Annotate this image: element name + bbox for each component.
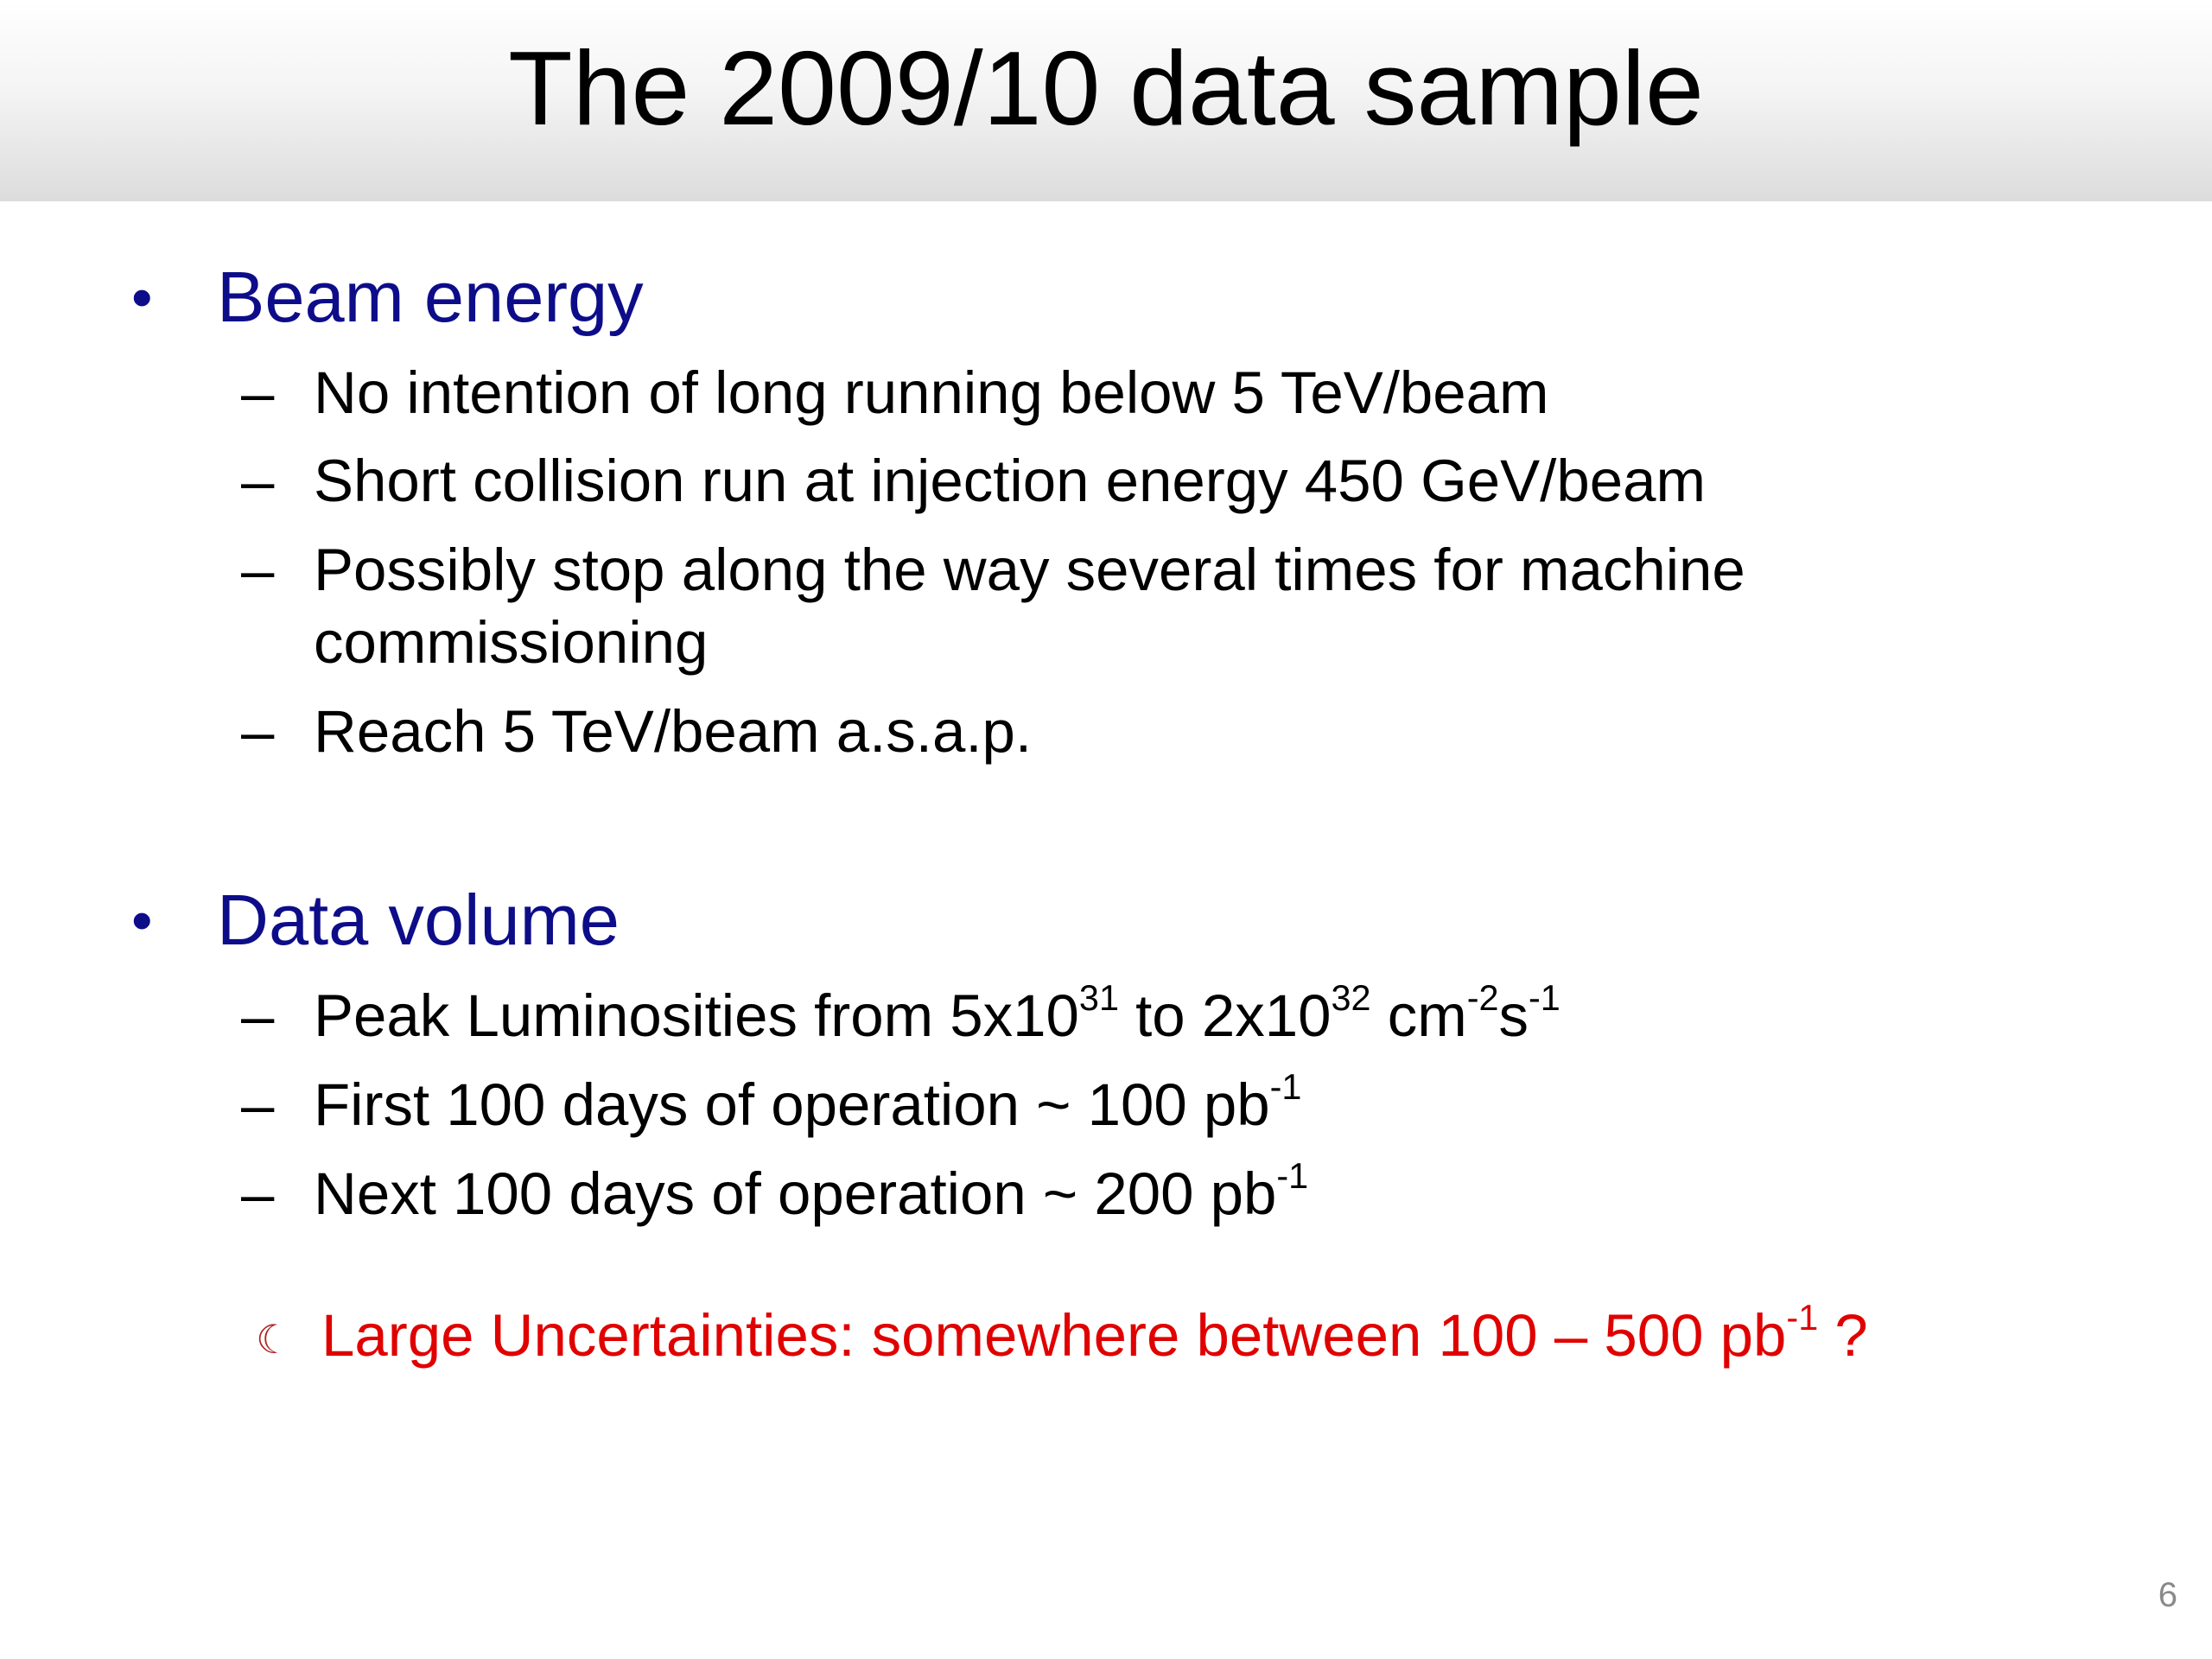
text-part: Peak Luminosities from 5x10 xyxy=(314,982,1079,1049)
sub-bullet-text: No intention of long running below 5 TeV/beam xyxy=(314,359,1549,426)
sub-bullet-text: Short collision run at injection energy 450 GeV/beam xyxy=(314,448,1706,514)
text-part: cm xyxy=(1370,982,1467,1049)
dash-marker: – xyxy=(241,537,275,603)
text-part: s xyxy=(1498,982,1529,1049)
page-number: 6 xyxy=(2158,1576,2177,1614)
superscript: -1 xyxy=(1276,1155,1309,1196)
superscript: -2 xyxy=(1466,977,1499,1018)
superscript: 32 xyxy=(1331,977,1371,1018)
title-bar xyxy=(0,0,2212,201)
sub-bullet-text: Reach 5 TeV/beam a.s.a.p. xyxy=(314,698,1033,765)
dash-marker: – xyxy=(241,698,275,765)
superscript: 31 xyxy=(1078,977,1119,1018)
moon-icon: ☾ xyxy=(256,1317,292,1362)
note-text xyxy=(321,1297,1868,1372)
section-heading: Data volume xyxy=(217,880,620,960)
superscript: -1 xyxy=(1529,977,1560,1018)
dash-marker: – xyxy=(241,448,275,514)
text-part: Large Uncertainties: somewhere between 100 – 500 pb xyxy=(321,1302,1787,1369)
text-part: Next 100 days of operation ~ 200 pb xyxy=(314,1160,1277,1227)
text-part: First 100 days of operation ~ 100 pb xyxy=(314,1071,1270,1138)
sub-bullet-text xyxy=(314,1066,1302,1141)
section-heading: Beam energy xyxy=(217,257,644,337)
bullet-dot: • xyxy=(131,264,153,331)
sub-bullet-text: Possibly stop along the way several times for machine xyxy=(314,537,1745,603)
sub-bullet-text: commissioning xyxy=(314,609,709,676)
sub-bullet-text xyxy=(314,1155,1309,1230)
dash-marker: – xyxy=(241,1071,275,1138)
dash-marker: – xyxy=(241,1160,275,1227)
superscript: -1 xyxy=(1269,1066,1302,1107)
dash-marker: – xyxy=(241,982,275,1049)
superscript: -1 xyxy=(1786,1297,1819,1338)
bullet-dot: • xyxy=(131,887,153,954)
text-part: to 2x10 xyxy=(1118,982,1332,1049)
dash-marker: – xyxy=(241,359,275,426)
slide-title: The 2009/10 data sample xyxy=(508,29,1704,147)
text-part: ? xyxy=(1818,1302,1868,1369)
sub-bullet-text xyxy=(314,977,1560,1052)
